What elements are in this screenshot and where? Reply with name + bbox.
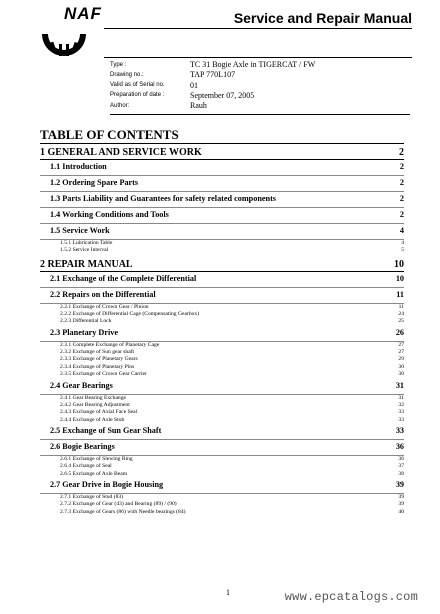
toc-title-rule [40,143,404,144]
toc-entry-title: 2.3.1 Complete Exchange of Planetary Cage [60,341,160,348]
toc-entry-title: 2.3.5 Exchange of Crown Gear Carrier [60,371,147,378]
header-rule-bottom [104,57,412,58]
toc-entry-page: 33 [395,426,404,436]
manual-title: Service and Repair Manual [233,10,412,26]
toc-entry-page: 2 [399,147,404,158]
toc-entry-page: 10 [395,273,404,283]
toc-entry-sec[interactable] [40,478,404,494]
toc-entry-sub[interactable] [40,395,404,402]
toc-entry-page: 31 [395,380,404,390]
toc-entry-page: 39 [398,501,404,508]
toc-entry-title: 2.2.1 Exchange of Crown Gear / Pinion [60,303,149,310]
toc-entry-sub[interactable] [40,409,404,416]
toc-entry-title: 2.7.2 Exchange of Gear (43) and Bearing (89) / (90) [60,501,177,508]
document-header [38,4,412,58]
toc-entry-sub[interactable] [40,304,404,311]
toc-entry-page: 26 [395,327,404,337]
toc-entry-page: 24 [398,311,404,317]
toc-entry-title: 1.5.1 Lubrication Table [60,239,113,246]
toc-entry-page: 33 [398,416,404,423]
toc-entry-title: 2.3.4 Exchange of Planetary Pins [60,363,135,370]
toc-entry-page: 5 [401,247,404,254]
toc-entry-sec[interactable] [40,288,404,304]
toc-entry-title: 2.2.2 Exchange of Differential Cage (Compensating Gearbox) [60,311,200,317]
meta-label: Type : [110,61,127,68]
toc-entry-sub[interactable] [40,342,404,349]
toc-entry-page: 11 [396,289,404,299]
toc-entry-sec[interactable] [40,208,404,224]
toc-entry-page: 2 [399,209,404,219]
toc-entry-page: 10 [394,258,404,270]
toc-entry-title: 2.5 Exchange of Sun Gear Shaft [50,426,162,436]
toc-entry-page: 38 [398,470,404,477]
toc-entry-title: 1.1 Introduction [50,162,107,172]
toc-entry-title: 2.6.1 Exchange of Slewing Ring [60,455,133,462]
toc-entry-page: 4 [401,239,404,246]
toc-entry-page: 11 [398,303,404,310]
toc-entry-page: 39 [395,480,404,490]
meta-label: Drawing no.: [110,71,144,78]
meta-rule [110,114,410,115]
toc-entry-page: 2 [399,178,404,188]
meta-row [110,60,410,70]
toc-title: TABLE OF CONTENTS [40,127,179,142]
meta-row [110,91,410,101]
toc-entry-page: 40 [398,508,404,515]
toc-entry-page: 27 [398,349,404,356]
toc-entry-title: 2.2.3 Differential Lock [60,318,112,325]
toc-entry-title: 2.2 Repairs on the Differential [50,289,156,299]
toc-entry-sec[interactable] [40,160,404,176]
meta-row [110,70,410,80]
toc-entry-title: 1.2 Ordering Spare Parts [50,178,139,188]
toc-entry-title: 1.4 Working Conditions and Tools [50,209,169,219]
toc-entry-title: 2.3 Planetary Drive [50,327,118,337]
toc-entry-sub[interactable] [40,501,404,508]
toc-entry-sub[interactable] [40,463,404,470]
meta-value: TC 31 Bogie Axle in TIGERCAT / FW [190,60,316,70]
toc-entry-page: 29 [398,356,404,363]
toc-entry-page: 4 [399,225,404,235]
toc-entry-title: 2.6 Bogie Bearings [50,441,115,451]
document-meta [110,60,410,111]
toc-entry-title: 2.6.5 Exchange of Axle Beam [60,470,128,477]
toc-entry-page: 36 [395,441,404,451]
watermark: www.epcatalogs.com [284,590,418,604]
meta-label: Valid as of Serial no. [110,82,165,89]
meta-value: September 07, 2005 [190,90,255,100]
toc-entry-title: 2.4.1 Gear Bearing Exchange [60,394,127,401]
meta-label: Preparation of date : [110,92,165,99]
toc-entry-sec[interactable] [40,326,404,342]
toc-entry-sub[interactable] [40,509,404,516]
brand-name: NAF [64,4,102,23]
meta-value: Rauh [190,101,207,110]
toc-entry-page: 37 [398,463,404,470]
toc-entry-page: 39 [398,493,404,500]
toc-entry-title: 2 REPAIR MANUAL [40,258,133,270]
toc-entry-sub[interactable] [40,240,404,247]
toc-entry-title: 2.7.3 Exchange of Gears (86) with Needle bearings (84) [60,508,186,515]
toc-entry-title: 1.3 Parts Liability and Guarantees for safety related components [50,194,276,204]
toc-entry-title: 1 GENERAL AND SERVICE WORK [40,147,202,158]
toc-entry-page: 25 [398,318,404,325]
toc-entry-chap[interactable] [40,258,404,272]
meta-value: 01 [190,80,198,90]
page-number: 1 [226,588,230,597]
toc-entry-sec[interactable] [40,176,404,192]
toc-entry-page: 33 [398,409,404,416]
toc-entry-page: 2 [399,194,404,204]
toc-entry-sec[interactable] [40,424,404,440]
toc-entry-title: 2.7.1 Exchange of Stud (83) [60,493,124,500]
toc-entry-title: 1.5.2 Service Interval [60,247,109,254]
header-rule-top [104,28,412,29]
toc-entry-sec[interactable] [40,192,404,208]
table-of-contents [40,126,404,516]
toc-entry-page: 27 [398,341,404,348]
toc-entry-page: 2 [399,162,404,172]
toc-entry-page: 30 [398,363,404,370]
toc-entry-sub[interactable] [40,247,404,254]
toc-entry-page: 30 [398,371,404,378]
meta-row [110,101,410,111]
meta-label: Author: [110,102,130,109]
toc-entry-sec[interactable] [40,272,404,288]
toc-entry-title: 2.7 Gear Drive in Bogie Housing [50,480,164,490]
toc-entry-sub[interactable] [40,471,404,478]
toc-entry-title: 2.1 Exchange of the Complete Differential [50,273,197,283]
toc-entry-sub[interactable] [40,371,404,378]
toc-entry-title: 1.5 Service Work [50,225,110,235]
toc-entry-chap[interactable] [40,146,404,160]
toc-entry-title: 2.4.4 Exchange of Axle Stub [60,416,125,423]
toc-entries [40,146,404,516]
toc-entry-sub[interactable] [40,356,404,363]
meta-row [110,80,410,90]
meta-value: TAP 770L107 [190,70,236,80]
toc-entry-page: 36 [398,455,404,462]
toc-entry-title: 2.3.2 Exchange of Sun gear shaft [60,349,135,356]
toc-entry-title: 2.4.3 Exchange of Axial Face Seal [60,409,138,416]
toc-entry-title: 2.3.3 Exchange of Planetary Gears [60,356,138,363]
toc-entry-page: 32 [398,401,404,408]
toc-entry-title: 2.4 Gear Bearings [50,380,113,390]
toc-entry-sub[interactable] [40,417,404,424]
toc-entry-sec[interactable] [40,440,404,456]
toc-entry-title: 2.4.2 Gear Bearing Adjustment [60,401,130,408]
toc-entry-page: 31 [398,394,404,401]
toc-entry-sub[interactable] [40,318,404,325]
toc-entry-sec[interactable] [40,379,404,395]
toc-entry-sec[interactable] [40,224,404,240]
toc-entry-title: 2.6.4 Exchange of Seal [60,463,112,470]
